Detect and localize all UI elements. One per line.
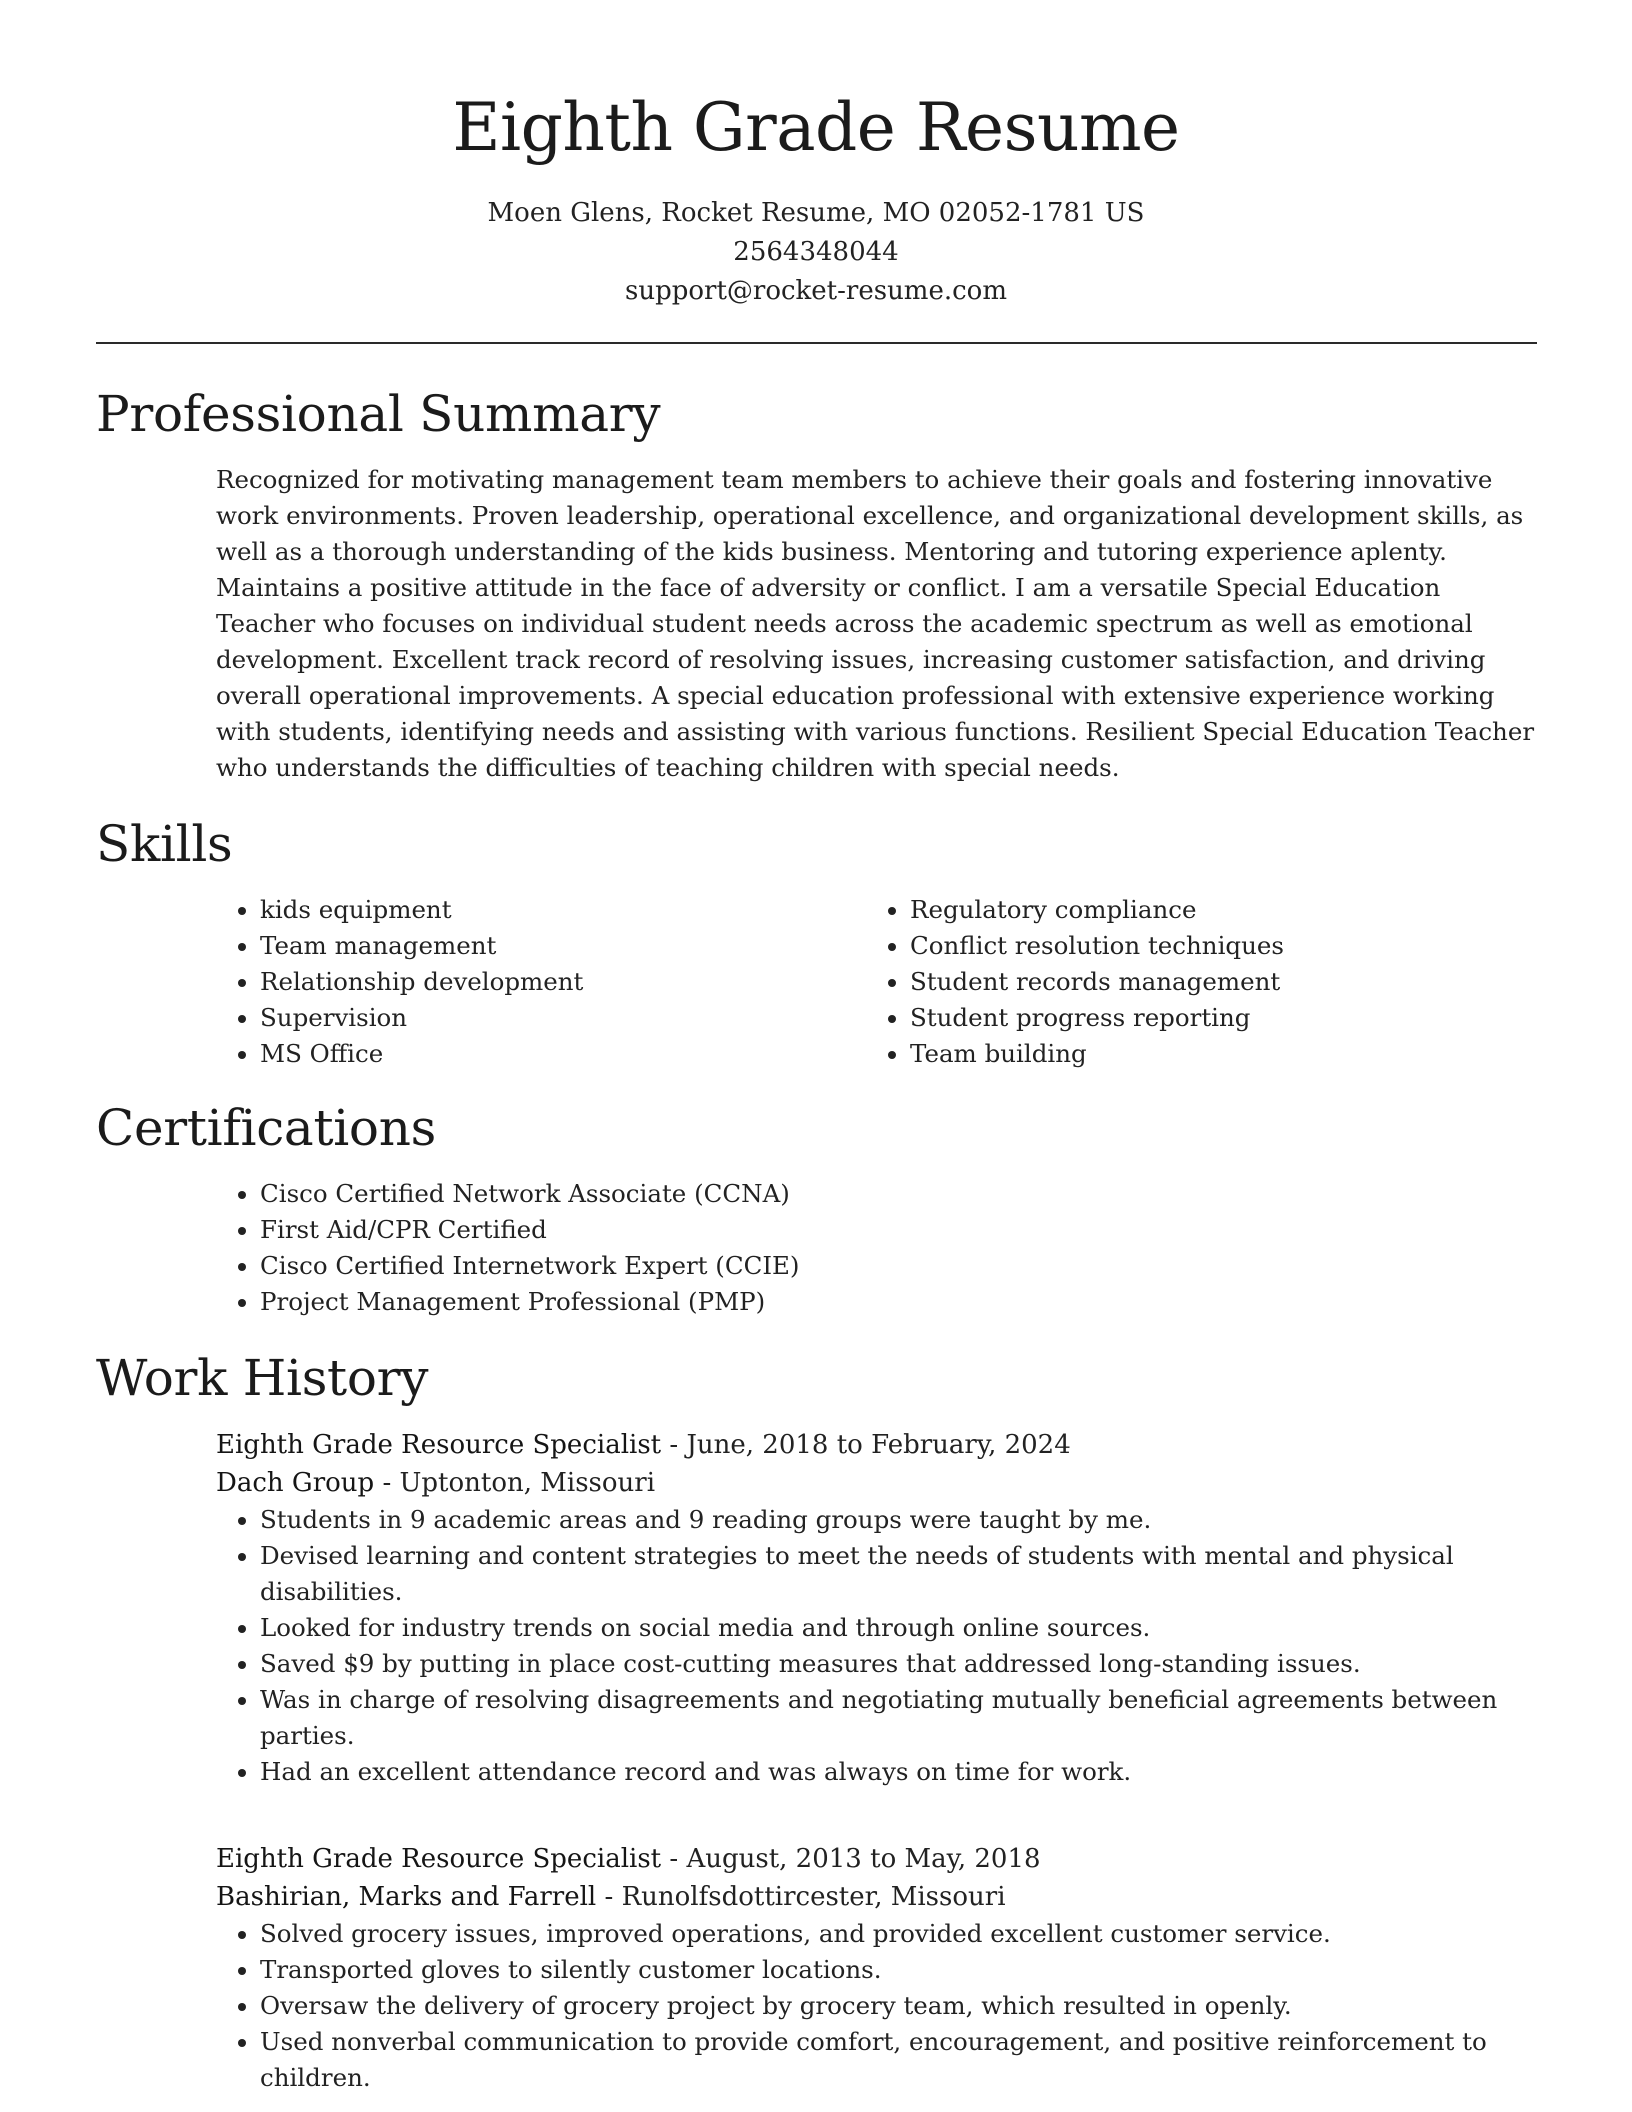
- skill-item: • Conflict resolution techniques: [910, 928, 1516, 964]
- job-bullets: [216, 1916, 1538, 2096]
- skill-item: • Student progress reporting: [910, 1000, 1516, 1036]
- job-dates: June, 2018 to February, 2024: [686, 1430, 1071, 1460]
- skill-item: • Regulatory compliance: [910, 892, 1516, 928]
- job-company: Dach Group: [216, 1468, 375, 1498]
- job-title-line: [216, 1426, 1538, 1464]
- job-bullet: • Devised learning and content strategies to meet the needs of students with mental and physical disabilities.: [260, 1538, 1538, 1610]
- skills-left-column: [216, 892, 816, 1072]
- summary-heading: Professional Summary: [96, 385, 661, 443]
- summary-text: Recognized for motivating management team members to achieve their goals and fostering innovative work environments. Proven leadership, operational excellence, and organizational development skills, as well as a thorough understanding of the kids business. Mentoring and tutoring experience aplenty. Maintains a positive attitude in the face of adversity or conflict. I am a versatile Special Education Teacher who focuses on individual student needs across the academic spectrum as well as emotional development. Excellent track record of resolving issues, increasing customer satisfaction, and driving overall operational improvements. A special education professional with extensive experience working with students, identifying needs and assisting with various functions. Resilient Special Education Teacher who understands the difficulties of teaching children with special needs.: [216, 465, 1535, 782]
- job-separator: -: [382, 1468, 400, 1498]
- job-location: Runolfsdottircester, Missouri: [621, 1882, 1006, 1912]
- job-bullet: • Saved $9 by putting in place cost-cutting measures that addressed long-standing issues.: [260, 1646, 1538, 1682]
- job-bullet: • Looked for industry trends on social media and through online sources.: [260, 1610, 1538, 1646]
- certification-item: • Project Management Professional (PMP): [260, 1284, 1216, 1320]
- job-bullet: • Oversaw the delivery of grocery project by grocery team, which resulted in openly.: [260, 1988, 1538, 2024]
- work-history-heading: Work History: [96, 1349, 429, 1407]
- job-bullets: [216, 1502, 1538, 1790]
- job-title: Eighth Grade Resource Specialist: [216, 1844, 662, 1874]
- skill-item: • Student records management: [910, 964, 1516, 1000]
- certifications-list: [216, 1176, 1216, 1320]
- job-separator: -: [604, 1882, 622, 1912]
- certification-item: • Cisco Certified Network Associate (CCNA): [260, 1176, 1216, 1212]
- job-company: Bashirian, Marks and Farrell: [216, 1882, 597, 1912]
- skill-item: • Team building: [910, 1036, 1516, 1072]
- certification-item: • First Aid/CPR Certified: [260, 1212, 1216, 1248]
- skill-item: • MS Office: [260, 1036, 816, 1072]
- contact-info: [0, 194, 1632, 311]
- job-bullet: • Had an excellent attendance record and was always on time for work.: [260, 1754, 1538, 1790]
- job-separator: -: [669, 1844, 687, 1874]
- header-divider: [96, 342, 1537, 344]
- job-company-line: [216, 1878, 1538, 1916]
- skill-item: • kids equipment: [260, 892, 816, 928]
- contact-email: support@rocket-resume.com: [624, 276, 1007, 306]
- skills-right-list: [866, 892, 1516, 1072]
- job-bullet: • Was in charge of resolving disagreements and negotiating mutually beneficial agreements between parties.: [260, 1682, 1538, 1754]
- job-entry: [216, 1840, 1538, 2096]
- resume-title: Eighth Grade Resume: [452, 89, 1180, 166]
- skills-heading: Skills: [96, 815, 233, 873]
- job-location: Uptonton, Missouri: [399, 1468, 656, 1498]
- contact-phone: 2564348044: [733, 237, 899, 267]
- job-title: Eighth Grade Resource Specialist: [216, 1430, 662, 1460]
- certifications-block: [216, 1176, 1216, 1320]
- job-company-line: [216, 1464, 1538, 1502]
- job-separator: -: [669, 1430, 687, 1460]
- resume-header: [0, 0, 1632, 311]
- job-bullet: • Transported gloves to silently customer locations.: [260, 1952, 1538, 1988]
- certification-item: • Cisco Certified Internetwork Expert (CCIE): [260, 1248, 1216, 1284]
- skills-right-column: [866, 892, 1516, 1072]
- job-bullet: • Students in 9 academic areas and 9 reading groups were taught by me.: [260, 1502, 1538, 1538]
- job-title-line: [216, 1840, 1538, 1878]
- skills-left-list: [216, 892, 816, 1072]
- skill-item: • Relationship development: [260, 964, 816, 1000]
- job-dates: August, 2013 to May, 2018: [686, 1844, 1041, 1874]
- job-bullet: • Solved grocery issues, improved operations, and provided excellent customer service.: [260, 1916, 1538, 1952]
- certifications-heading: Certifications: [96, 1099, 436, 1157]
- skill-item: • Team management: [260, 928, 816, 964]
- contact-address: Moen Glens, Rocket Resume, MO 02052-1781 US: [487, 198, 1145, 228]
- skill-item: • Supervision: [260, 1000, 816, 1036]
- job-entry: [216, 1426, 1538, 1790]
- job-bullet: • Used nonverbal communication to provide comfort, encouragement, and positive reinforcement to children.: [260, 2024, 1538, 2096]
